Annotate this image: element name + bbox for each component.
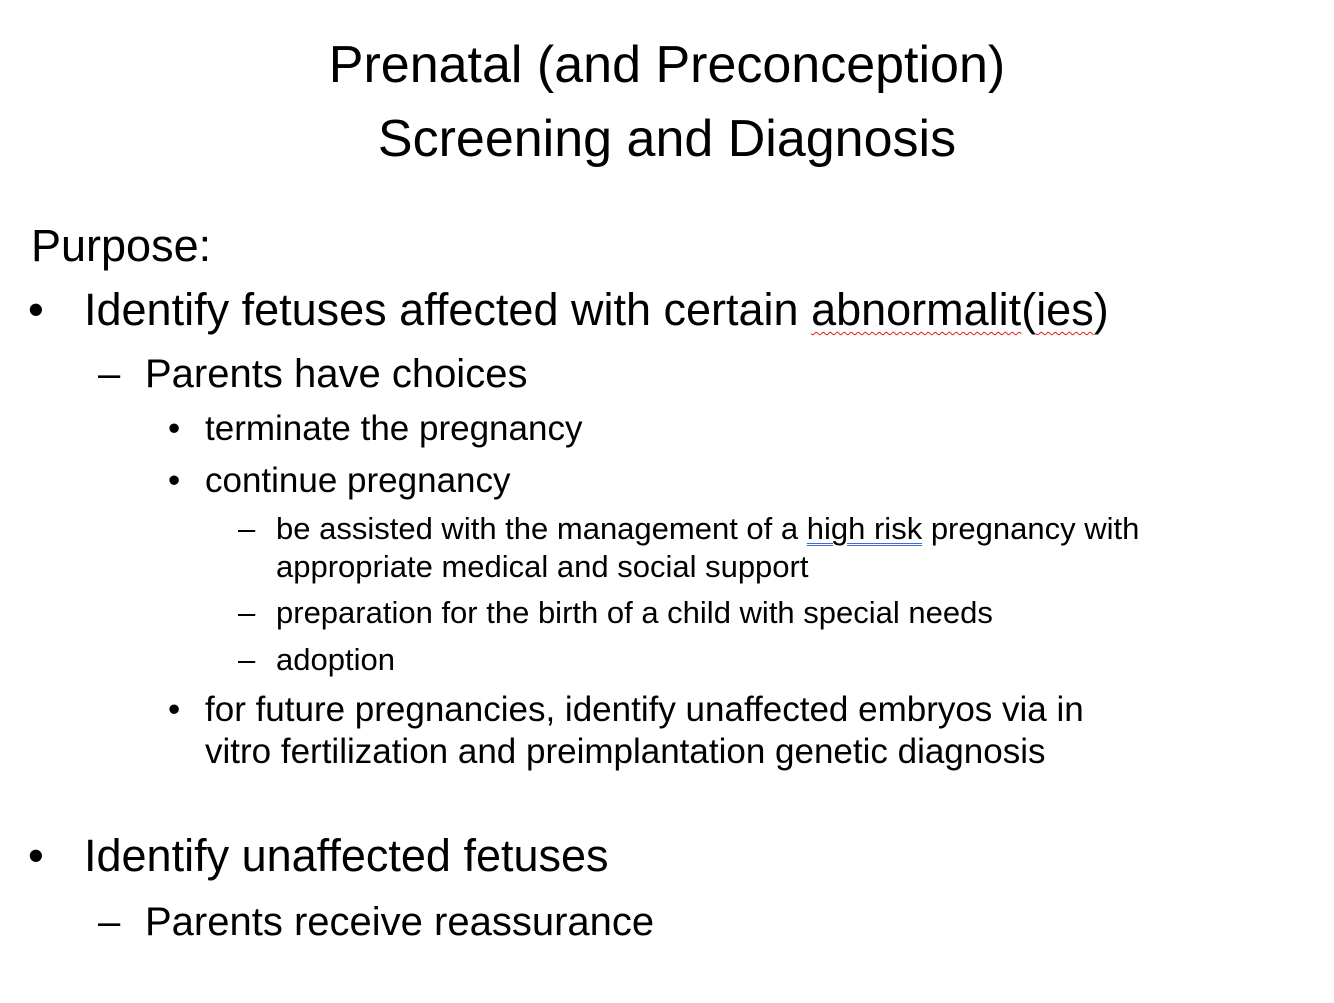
grammar-flagged-phrase: high risk — [806, 511, 923, 546]
choice-future-line-2: vitro fertilization and preimplantation genetic diagnosis — [205, 732, 1046, 771]
bullet-text: ( — [1021, 284, 1037, 335]
dash-marker: – — [98, 352, 121, 396]
bullet-marker: • — [28, 284, 44, 335]
bullet-marker: • — [168, 409, 181, 448]
purpose-heading: Purpose: — [31, 220, 212, 271]
choice-terminate: terminate the pregnancy — [205, 409, 583, 448]
continue-option-special-needs: preparation for the birth of a child with special needs — [276, 595, 993, 630]
bullet-unaffected-fetuses: Identify unaffected fetuses — [84, 830, 609, 881]
choice-continue: continue pregnancy — [205, 461, 511, 500]
option-text: be assisted with the management of a — [276, 511, 807, 546]
dash-marker: – — [238, 511, 256, 546]
continue-option-high-risk — [276, 510, 1139, 548]
bullet-marker: • — [168, 690, 181, 729]
choice-future-line-1: for future pregnancies, identify unaffected embryos via in — [205, 690, 1084, 729]
bullet-marker: • — [168, 461, 181, 500]
dash-marker: – — [98, 900, 121, 944]
bullet-affected-fetuses — [84, 282, 1109, 338]
bullet-text: Identify fetuses affected with certain — [84, 284, 812, 335]
dash-marker: – — [238, 642, 256, 677]
slide-title — [0, 28, 1334, 176]
continue-option-high-risk-line-2: appropriate medical and social support — [276, 549, 809, 584]
option-text: pregnancy with — [922, 511, 1140, 546]
bullet-text: ) — [1093, 284, 1109, 335]
title-line-1: Prenatal (and Preconception) — [328, 36, 1006, 94]
dash-marker: – — [238, 595, 256, 630]
spellcheck-flagged-word: abnormalit — [811, 284, 1022, 335]
title-line-2: Screening and Diagnosis — [377, 110, 957, 168]
sub-parents-reassurance: Parents receive reassurance — [145, 900, 655, 944]
bullet-marker: • — [28, 830, 44, 881]
spellcheck-flagged-word: ies — [1036, 284, 1094, 335]
continue-option-adoption: adoption — [276, 642, 395, 677]
sub-parents-choices: Parents have choices — [145, 352, 528, 396]
